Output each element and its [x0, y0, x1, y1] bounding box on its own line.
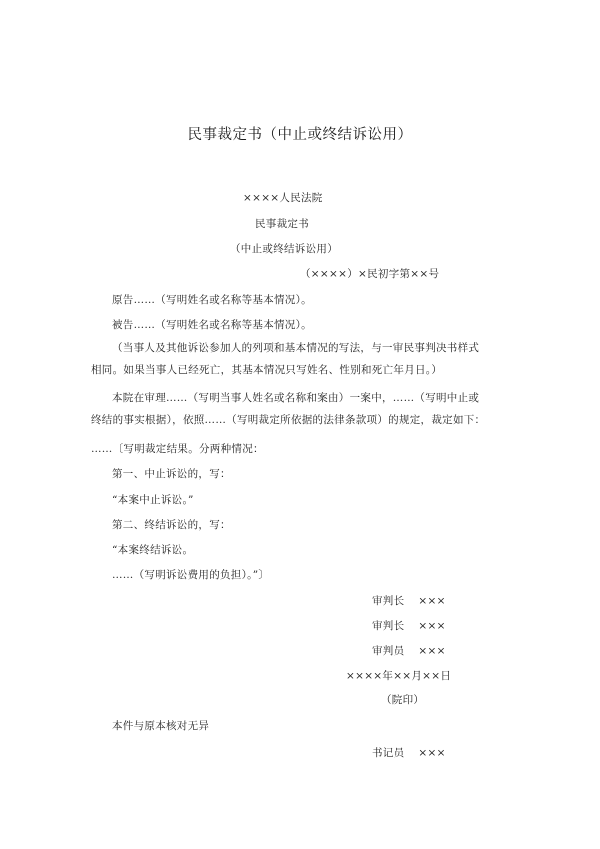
ruling-date: ××××年××月××日 — [346, 670, 452, 682]
case-body-text: 本院在审理……（写明当事人姓名或名称和案由）一案中，……（写明中止或终结的事实根据），依照……（写明裁定所依据的法律条款项）的规定，裁定如下： — [91, 392, 486, 426]
party-note: （当事人及其他诉讼参加人的列项和基本情况的写法，与一审民事判决书样式相同。如果当事人已经死亡，其基本情况只写姓名、性别和死亡年月日。） — [91, 342, 480, 376]
case-number: （××××）×民初字第××号 — [300, 268, 440, 280]
ruling-intro: ……〔写明裁定结果。分两种情况： — [91, 443, 264, 455]
signature-role: 审判长 — [372, 620, 405, 632]
case-two-fee: ……（写明诉讼费用的负担）。”〕 — [112, 569, 270, 581]
document-subtitle: （中止或终结诉讼用） — [230, 243, 338, 255]
document-title: 民事裁定书（中止或终结诉讼用） — [187, 127, 413, 143]
signature-name: ××× — [418, 747, 446, 759]
document-type: 民事裁定书 — [255, 218, 309, 230]
plaintiff-line: 原告……（写明姓名或名称等基本情况）。 — [112, 294, 312, 306]
signature-name: ××× — [418, 620, 446, 632]
signature-name: ××× — [418, 595, 446, 607]
signature-presiding-judge — [372, 594, 446, 608]
signature-role: 书记员 — [372, 747, 405, 759]
signature-role: 审判员 — [372, 645, 405, 657]
verification-statement: 本件与原本核对无异 — [112, 720, 210, 732]
signature-clerk — [372, 746, 446, 760]
case-two-text: “本案终结诉讼。 — [112, 544, 194, 556]
case-one-label: 第一、中止诉讼的，写： — [112, 468, 231, 480]
signature-judge-3 — [372, 644, 446, 658]
court-name: ××××人民法院 — [243, 192, 323, 204]
case-two-label: 第二、终结诉讼的，写： — [112, 519, 231, 531]
case-one-text: “本案中止诉讼。” — [112, 494, 194, 506]
signature-judge-2 — [372, 619, 446, 633]
court-seal: （院印） — [381, 694, 425, 706]
signature-name: ××× — [418, 645, 446, 657]
defendant-line: 被告……（写明姓名或名称等基本情况）。 — [112, 319, 312, 331]
signature-role: 审判长 — [372, 595, 405, 607]
